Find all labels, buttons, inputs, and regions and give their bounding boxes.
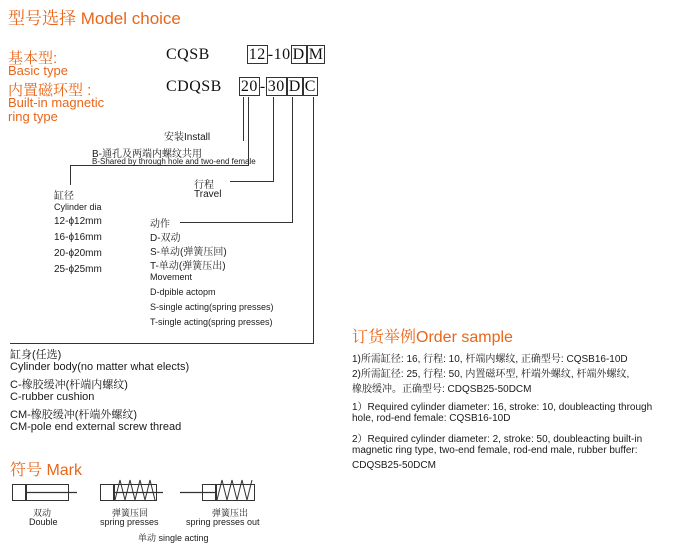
dia-item: 25-ϕ25mm [54,264,102,275]
movement-cn: 动作 [150,219,170,230]
order-line: 1）Required cylinder diameter: 16, stroke: 10, doubleacting through [352,402,653,413]
single-acting-label: 单动 single acting [138,533,209,543]
body-item: C-rubber cushion [10,391,95,403]
code-dash: - [267,46,274,63]
order-line: 2)所需缸径: 25, 行程: 50, 内置磁环型, 杆端外螺纹, 杆端外螺纹, [352,369,630,380]
movement-item-en: S-single acting(spring presses) [150,302,274,312]
movement-connector-v [292,97,293,222]
travel-en: Travel [194,189,222,200]
basic-type-code [166,45,325,64]
spring-extend-symbol [180,474,256,506]
code-prefix: CQSB [166,46,210,63]
code-box-body: C [304,78,316,95]
dia-item: 20-ϕ20mm [54,248,102,259]
dia-connector-v [248,97,249,165]
page-title: 型号选择 Model choice [8,9,181,28]
travel-connector-v [273,97,274,181]
body-item: CM-pole end external screw thread [10,421,182,433]
travel-cn: 行程 [194,180,214,191]
movement-item-en: D-dpible actopm [150,287,216,297]
press-back-cn: 弹簧压回 [112,508,149,518]
movement-connector-h [180,222,293,223]
dia-item: 12-ϕ12mm [54,216,102,227]
movement-item-cn: S-单动(弹簧压回) [150,247,227,258]
install-b-en: B-Shared by through hole and two-end female [92,157,256,166]
press-out-cn: 弹簧压出 [212,508,249,518]
movement-item-cn: T-单动(弹簧压出) [150,261,226,272]
body-connector-v [313,97,314,343]
code-dash: - [259,78,266,95]
body-connector-h [10,343,314,344]
movement-en: Movement [150,272,193,282]
magnetic-type-cn: 内置磁环型 : [8,82,92,99]
movement-item-cn: D-双动 [150,233,181,244]
double-cn: 双动 [33,508,52,518]
code-box-body: M [308,46,324,63]
body-item: Cylinder body(no matter what elects) [10,361,190,373]
code-box-action: D [292,46,305,63]
code-box-stroke: 30 [267,78,285,95]
code-box-dia: 20 [240,78,258,95]
travel-connector-h [230,181,274,182]
spring-return-symbol [96,474,164,506]
press-back-en: spring presses [100,517,159,527]
code-prefix: CDQSB [166,78,222,95]
code-box-dia: 12 [248,46,266,63]
body-cn: 缸身(任选) [10,349,62,361]
install-label: 安装Install [164,132,211,143]
order-line: 2）Required cylinder diameter: 2, stroke: 50, doubleacting built-in [352,434,643,445]
cylinder-dia-cn: 缸径 [54,191,74,202]
order-title: 订货举例Order sample [352,329,513,346]
dia-item: 16-ϕ16mm [54,232,102,243]
movement-item-en: T-single acting(spring presses) [150,317,273,327]
magnetic-type-code [166,77,318,96]
order-line: 1)所需缸径: 16, 行程: 10, 杆端内螺纹, 正确型号: CQSB16-10D [352,354,628,365]
install-connector [243,97,244,141]
body-item: CM-橡胶缓冲(杆端外螺纹) [10,409,138,421]
double-en: Double [29,517,58,527]
code-stroke: 10 [273,46,291,63]
order-line: CDQSB25-50DCM [352,460,436,471]
basic-type-cn: 基本型: [8,50,58,67]
cylinder-dia-en: Cylinder dia [54,202,102,212]
magnetic-type-en-1: Built-in magnetic [8,95,105,110]
install-b-cn: B-通孔及两端内螺纹共用 [92,149,202,160]
code-box-action: D [288,78,301,95]
basic-type-en: Basic type [8,63,68,78]
order-line: hole, rod-end female: CQSB16-10D [352,413,511,424]
order-line: magnetic ring type, two-end female, rod-end male, rubber buffer: [352,445,638,456]
dia-connector-drop [70,165,71,185]
order-line: 橡胶缓冲。正确型号: CDQSB25-50DCM [352,384,532,395]
magnetic-type-en-2: ring type [8,109,58,124]
mark-title: 符号 Mark [10,462,83,479]
double-acting-symbol [12,480,78,506]
body-item: C-橡胶缓冲(杆端内螺纹) [10,379,128,391]
press-out-en: spring presses out [186,517,260,527]
